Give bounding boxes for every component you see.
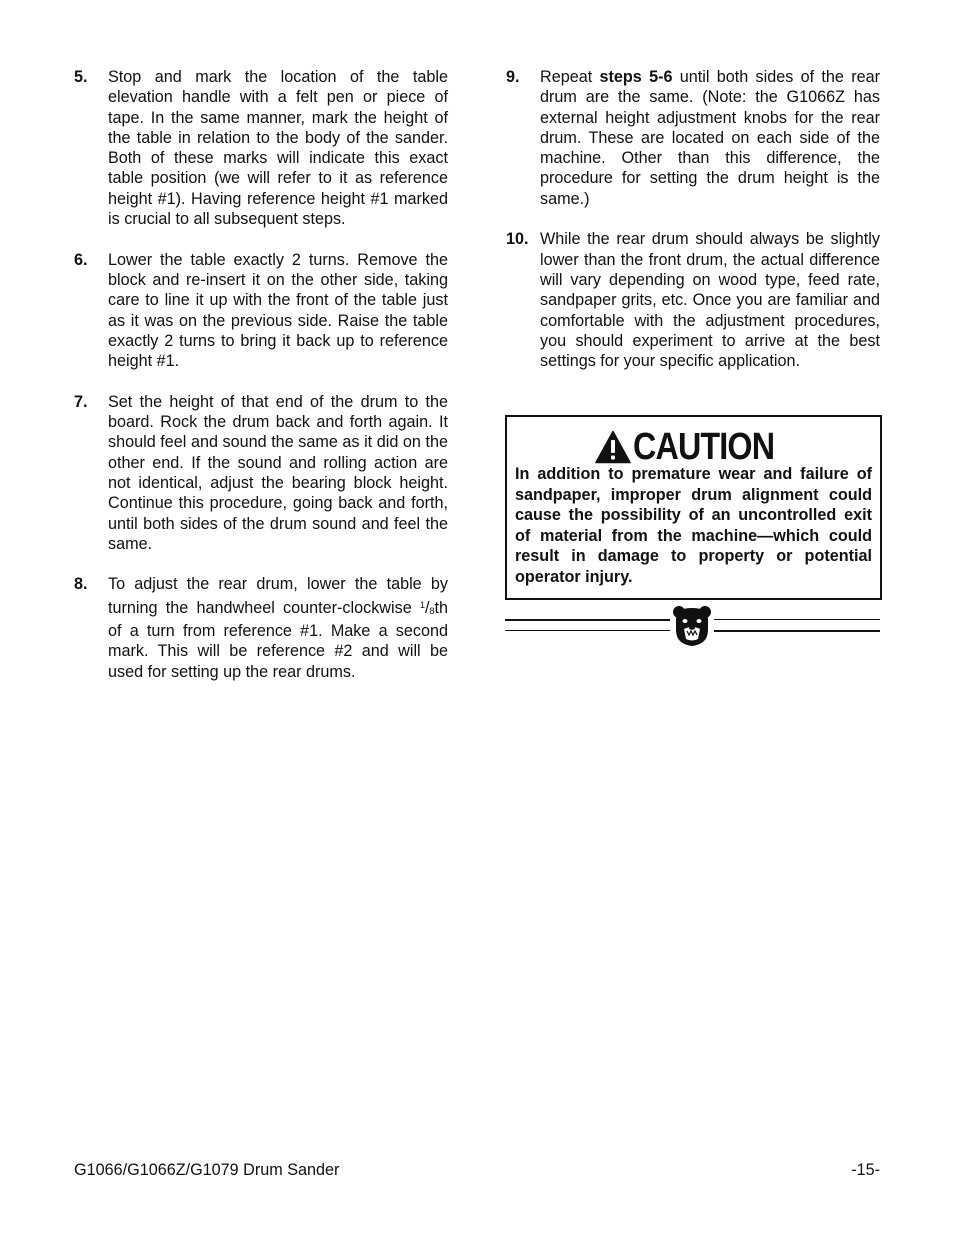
- caution-box: [505, 415, 882, 600]
- step-text-part: until both sides of the rear drum are the same. (Note: the G1066Z has external height adjustment knobs for the rear drum. These are located on each side of the machine. Other than this difference, the procedure for setting the drum height is the same.): [540, 68, 881, 208]
- step-6: [74, 250, 448, 372]
- caution-text: In addition to premature wear and failure of sandpaper, improper drum alignment could cause the possibility of an uncontrolled exit of material from the machine—which could result in damage to property or potential operator injury.: [515, 465, 872, 586]
- footer-page-number: -15-: [851, 1161, 880, 1179]
- step-5: [74, 67, 448, 229]
- step-text: Stop and mark the location of the table elevation handle with a felt pen or piece of tape. In the same manner, mark the height of the table in relation to the body of the sander. Both of these marks will indicate this exact table position (we will refer to it as reference height #1). Having reference height #1 marked is crucial to all subsequent steps.: [108, 68, 448, 229]
- step-number: 6.: [74, 250, 88, 269]
- divider-line-left-top: [505, 619, 670, 621]
- fraction: $^1/_8$: [419, 598, 435, 617]
- step-number: 8.: [74, 575, 88, 594]
- step-number: 10.: [506, 230, 529, 249]
- divider-line-left-bottom: [505, 630, 670, 631]
- step-text-bold: steps 5-6: [599, 68, 673, 86]
- divider-line-right-top: [714, 619, 880, 620]
- step-text: [108, 574, 448, 681]
- caution-heading: [595, 427, 799, 467]
- step-8: [74, 574, 448, 681]
- step-text: While the rear drum should always be slightly lower than the front drum, the actual difference will vary depending on wood type, feed rate, sandpaper grits, etc. Once you are familiar and comfortable with the adjustment procedures, you should experiment to arrive at the best settings for your specific application.: [540, 230, 880, 371]
- step-text: [540, 67, 880, 209]
- footer-model: G1066/G1066Z/G1079 Drum Sander: [74, 1161, 340, 1179]
- bear-head-icon: [672, 604, 712, 648]
- fraction-numerator: 1: [419, 599, 425, 610]
- divider-line-right-bottom: [714, 630, 880, 632]
- caution-title: CAUTION: [633, 425, 775, 468]
- step-text-part: Repeat: [540, 68, 600, 86]
- step-number: 9.: [506, 68, 520, 86]
- right-column: [506, 67, 880, 392]
- step-text: Set the height of that end of the drum to the board. Rock the drum back and forth again. It should feel and sound the same as it did on the other end. If the sound and rolling action are not identical, adjust the bearing block height. Continue this procedure, going back and forth, until both sides of the drum sound and feel the same.: [108, 392, 448, 553]
- step-7: [74, 392, 448, 554]
- step-9: [506, 67, 880, 209]
- step-text-part: To adjust the rear drum, lower the table by turning the handwheel counter-clockwise: [108, 575, 448, 617]
- step-text: Lower the table exactly 2 turns. Remove the block and re-insert it on the other side, taking care to line it up with the front of the table just as it was on the previous side. Raise the table exactly 2 turns to bring it back up to reference height #1.: [108, 250, 448, 371]
- left-column: [74, 67, 448, 702]
- step-number: 5.: [74, 68, 88, 86]
- fraction-denominator: 8: [429, 605, 435, 616]
- step-10: [506, 229, 880, 371]
- warning-triangle-icon: [595, 430, 631, 464]
- step-number: 7.: [74, 392, 88, 411]
- step-text-part: th of a turn from reference #1. Make a second mark. This will be reference #2 and will be used for setting up the rear drums.: [108, 598, 448, 681]
